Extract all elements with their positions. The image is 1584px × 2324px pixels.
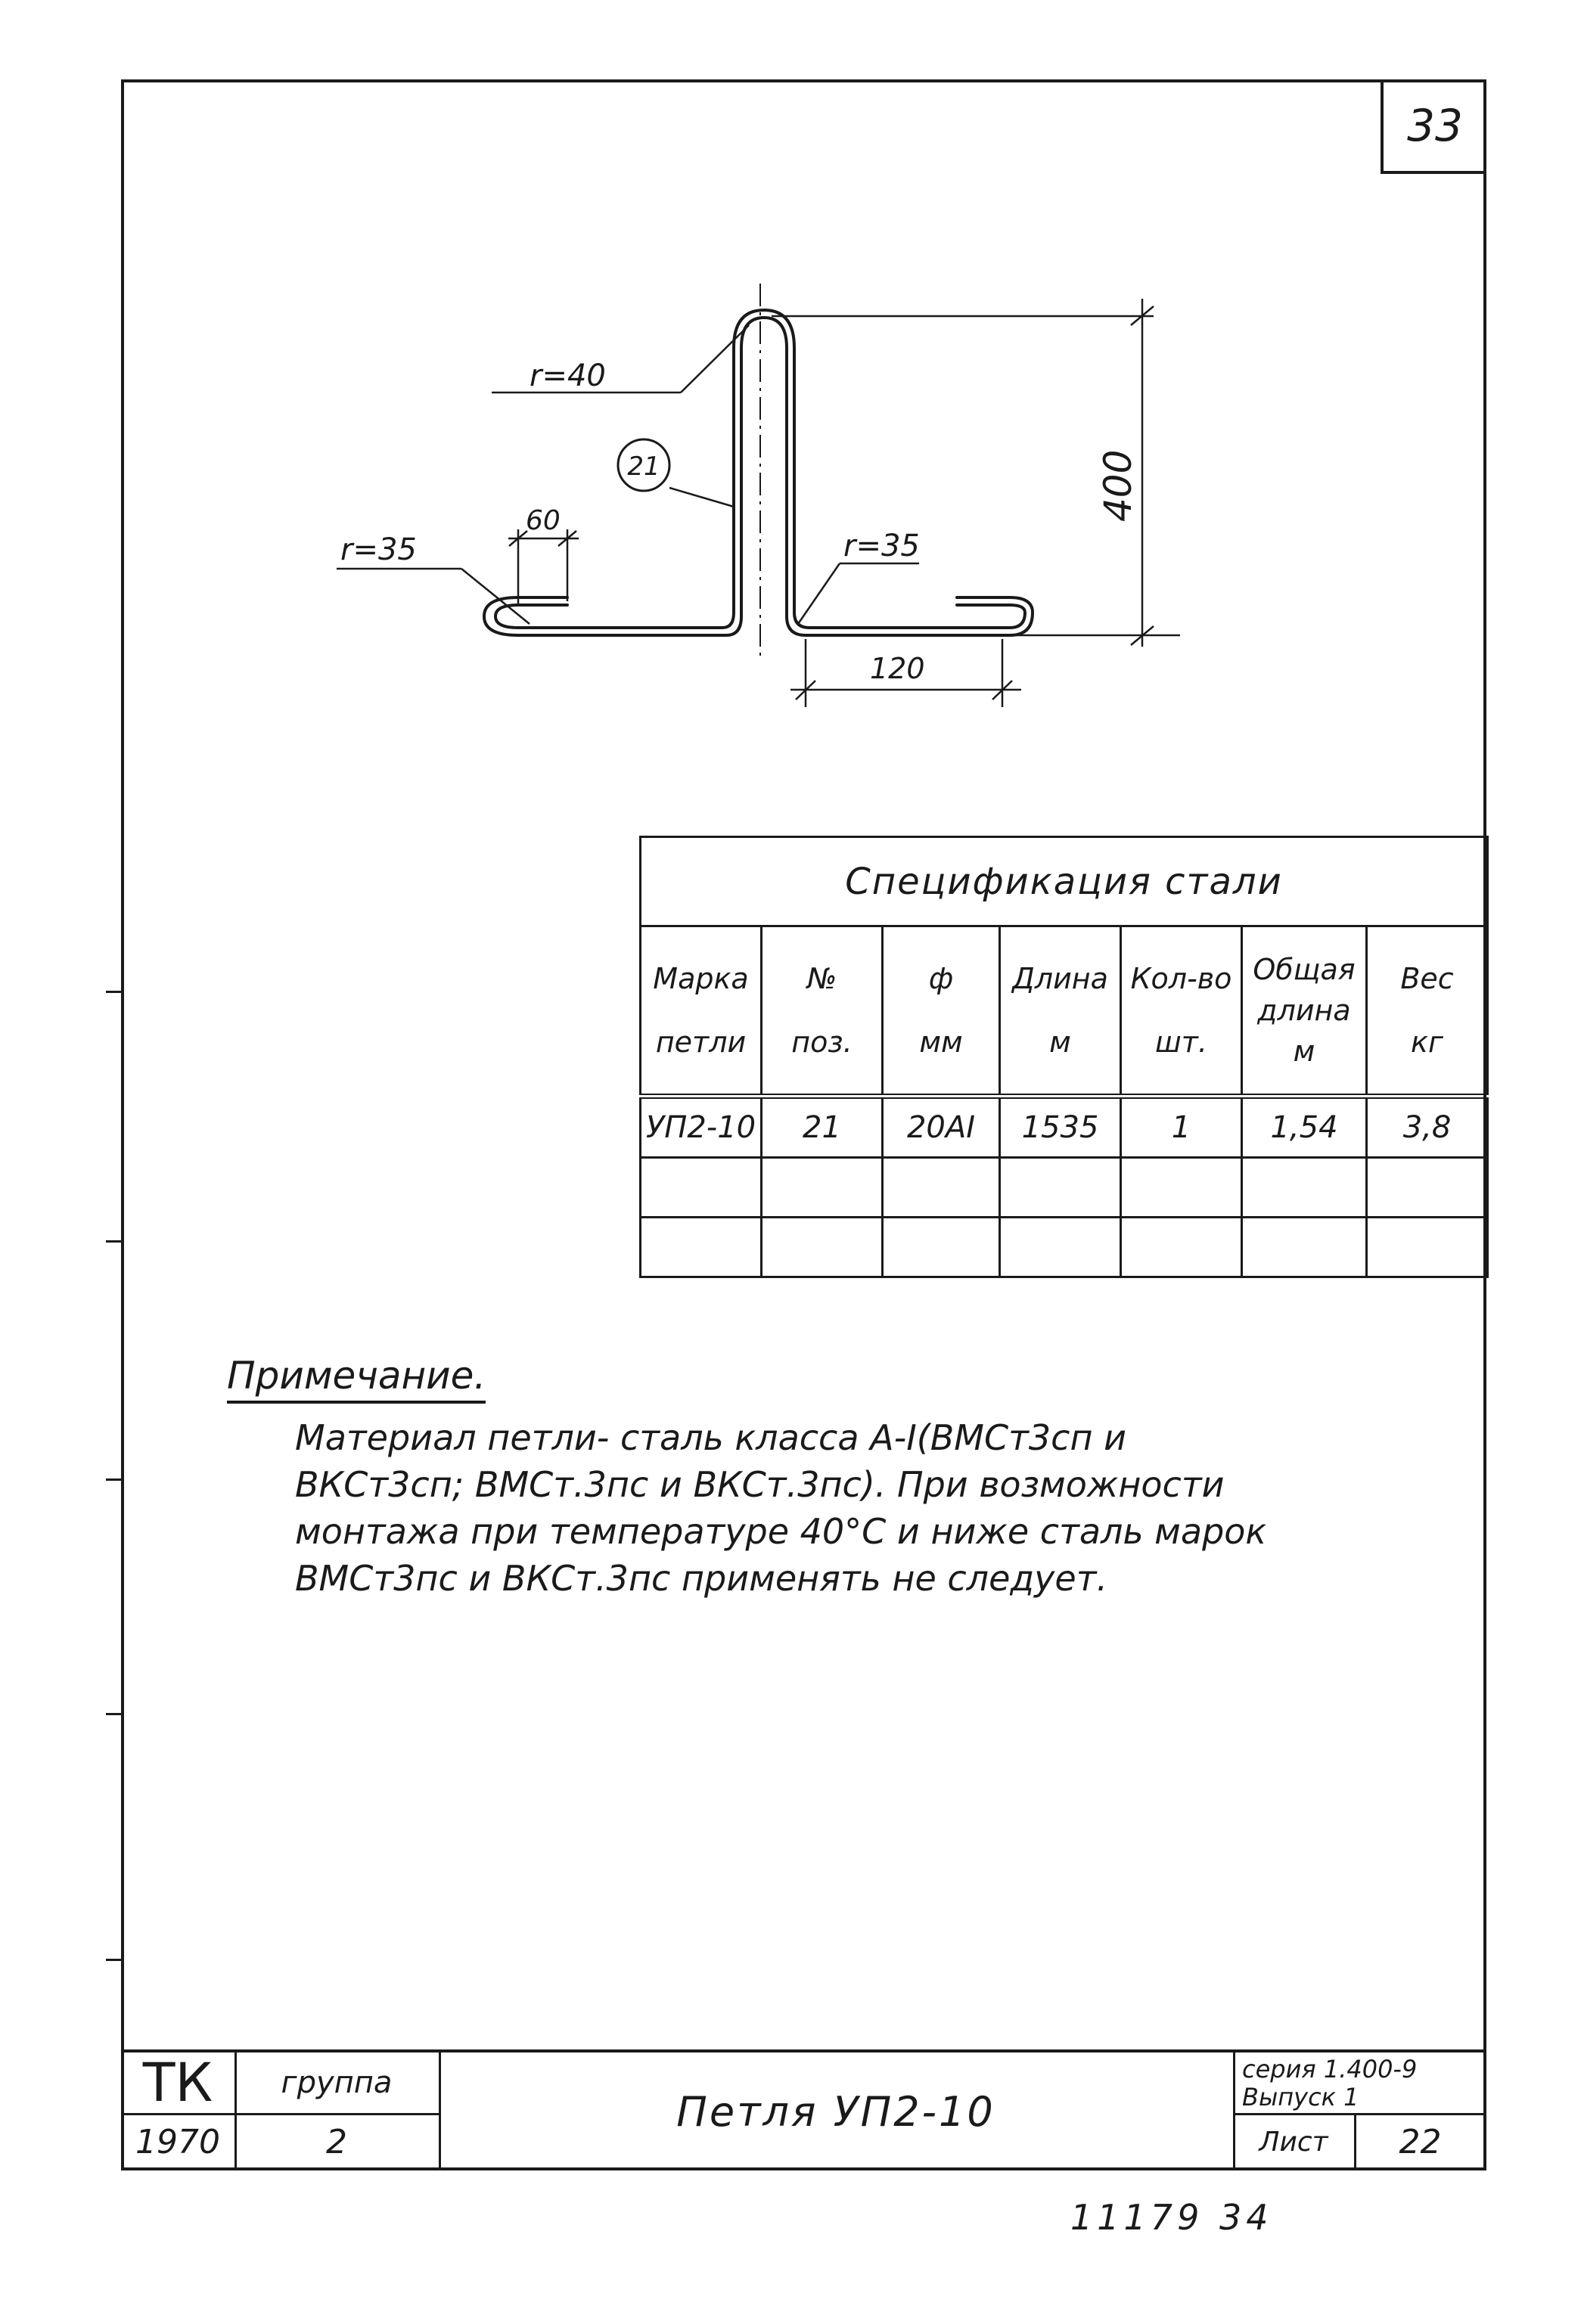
dim-400-label: 400	[1096, 449, 1140, 522]
cell-quantity: 1	[1121, 1097, 1242, 1158]
radius-right-label: r=35	[843, 529, 920, 563]
empty-cell	[641, 1218, 762, 1277]
margin-tick	[106, 1959, 123, 1961]
empty-cell	[1242, 1158, 1367, 1218]
col-header-quantity: Кол-во шт.	[1121, 926, 1242, 1097]
note-title: Примечание.	[227, 1354, 486, 1404]
empty-cell	[1121, 1158, 1242, 1218]
col-header-position: № поз.	[762, 926, 883, 1097]
archive-stamp: 11179 34	[1070, 2197, 1273, 2238]
page-number: 33	[1381, 79, 1486, 174]
cell-weight: 3,8	[1367, 1097, 1488, 1158]
empty-cell	[883, 1218, 1000, 1277]
dim-60-label: 60	[526, 505, 561, 536]
note-line: монтажа при температуре 40°С и ниже сталь марок	[295, 1511, 1267, 1552]
group-label: группа	[281, 2065, 393, 2100]
year: 1970	[135, 2122, 220, 2161]
empty-cell	[1000, 1158, 1121, 1218]
note-line: ВКСт3сп; ВМСт.3пс и ВКСт.3пс). При возможности	[295, 1464, 1225, 1505]
empty-cell	[1367, 1158, 1488, 1218]
empty-cell	[1242, 1218, 1367, 1277]
table-row	[641, 1097, 1488, 1158]
drawing-name: Петля УП2-10	[676, 2087, 995, 2136]
note-line: ВМСт3пс и ВКСт.3пс применять не следует.	[295, 1558, 1108, 1599]
cell-diameter: 20АI	[883, 1097, 1000, 1158]
col-header-total-length: Общая длина м	[1242, 926, 1367, 1097]
org-code: ТК	[142, 2052, 213, 2114]
cell-length: 1535	[1000, 1097, 1121, 1158]
empty-cell	[641, 1158, 762, 1218]
steel-specification-table	[639, 836, 1489, 1278]
loop-drawing	[0, 0, 1584, 756]
note-text	[295, 1414, 1354, 1602]
group-value: 2	[326, 2122, 347, 2161]
title-block	[121, 2049, 1486, 2170]
margin-tick	[106, 1478, 123, 1481]
sheet-label: Лист	[1259, 2126, 1328, 2158]
series: серия 1.400-9	[1242, 2055, 1418, 2084]
empty-cell	[762, 1218, 883, 1277]
table-row	[641, 1158, 1488, 1218]
margin-tick	[106, 991, 123, 993]
margin-tick	[106, 1240, 123, 1243]
empty-cell	[1121, 1218, 1242, 1277]
spec-table-title: Спецификация стали	[641, 837, 1488, 926]
note-line: Материал петли- сталь класса А-I(ВМСт3сп и	[295, 1417, 1127, 1458]
empty-cell	[1367, 1218, 1488, 1277]
cell-mark: УП2-10	[641, 1097, 762, 1158]
radius-top-label: r=40	[530, 358, 606, 393]
table-row	[641, 1218, 1488, 1277]
sheet-number: 22	[1399, 2122, 1442, 2161]
col-header-weight: Вес кг	[1367, 926, 1488, 1097]
dim-120-label: 120	[870, 652, 925, 685]
cell-position: 21	[762, 1097, 883, 1158]
col-header-diameter: ф мм	[883, 926, 1000, 1097]
empty-cell	[1000, 1218, 1121, 1277]
margin-tick	[106, 1713, 123, 1715]
col-header-mark: Марка петли	[641, 926, 762, 1097]
empty-cell	[762, 1158, 883, 1218]
radius-left-label: r=35	[340, 532, 417, 567]
empty-cell	[883, 1158, 1000, 1218]
issue: Выпуск 1	[1242, 2083, 1359, 2111]
cell-total-length: 1,54	[1242, 1097, 1367, 1158]
col-header-length: Длина м	[1000, 926, 1121, 1097]
position-marker-label: 21	[627, 451, 660, 482]
